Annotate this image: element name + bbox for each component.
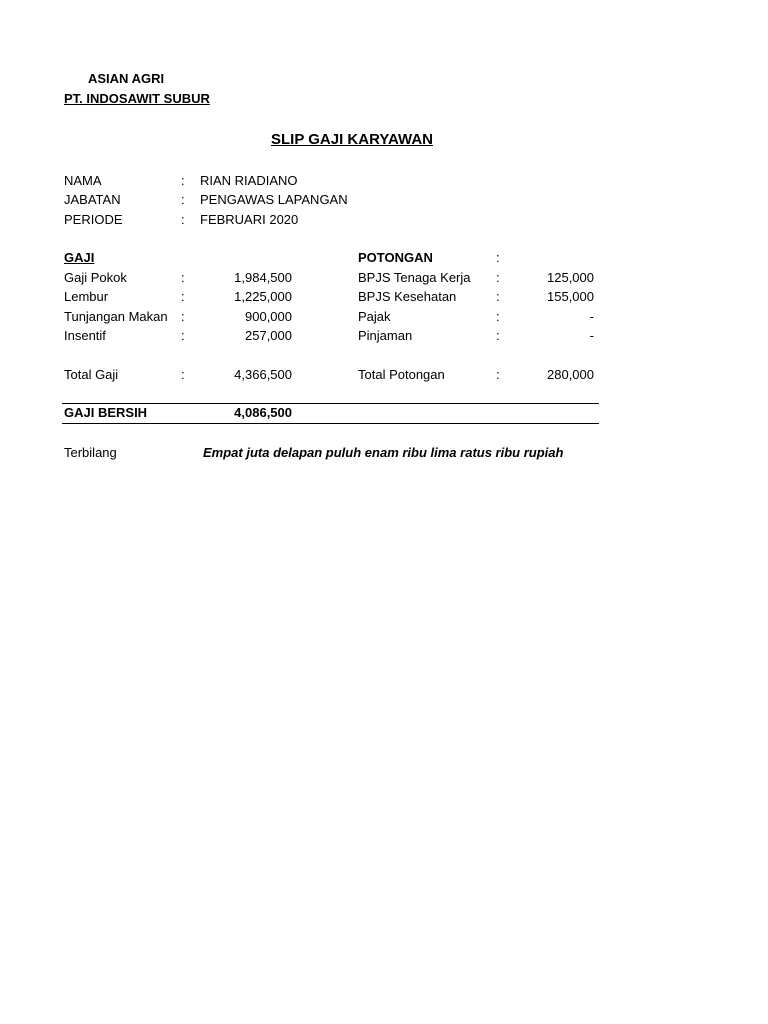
net-pay-amount: 4,086,500 [234,405,292,420]
deduction-amount: 155,000 [547,289,594,304]
deduction-amount: - [589,328,594,343]
deduction-label: Pinjaman [358,328,413,343]
company-name: ASIAN AGRI [88,71,165,86]
deduction-label: BPJS Tenaga Kerja [358,270,471,285]
spelled-amount-text: Empat juta delapan puluh enam ribu lima ratus ribu rupiah [203,445,564,460]
earning-amount: 257,000 [245,328,292,343]
field-value-periode: FEBRUARI 2020 [200,212,299,227]
field-sep-nama: : [181,173,185,188]
earnings-heading: GAJI [64,250,95,265]
deductions-heading: POTONGAN [358,250,433,265]
deduction-sep: : [496,328,500,343]
field-sep-periode: : [181,212,185,227]
field-label-jabatan: JABATAN [64,192,121,207]
deduction-amount: - [589,309,594,324]
document-title: SLIP GAJI KARYAWAN [271,131,433,148]
deduction-sep: : [496,270,500,285]
earning-amount: 1,984,500 [234,270,292,285]
field-label-periode: PERIODE [64,212,123,227]
total-earnings-label: Total Gaji [64,367,119,382]
net-pay-label: GAJI BERSIH [64,405,148,420]
earning-label: Tunjangan Makan [64,309,168,324]
total-deductions-amount: 280,000 [547,367,594,382]
deductions-heading-sep: : [496,250,500,265]
earning-amount: 900,000 [245,309,292,324]
earning-sep: : [181,328,185,343]
total-earnings-sep: : [181,367,185,382]
field-sep-jabatan: : [181,192,185,207]
earning-label: Lembur [64,289,109,304]
deduction-sep: : [496,309,500,324]
earning-sep: : [181,309,185,324]
earning-label: Gaji Pokok [64,270,127,285]
spelled-amount-label: Terbilang [64,445,117,460]
field-value-jabatan: PENGAWAS LAPANGAN [200,192,348,207]
subsidiary-name: PT. INDOSAWIT SUBUR [64,91,210,106]
earning-label: Insentif [64,328,106,343]
deduction-amount: 125,000 [547,270,594,285]
net-pay-top-rule [62,403,599,404]
total-earnings-amount: 4,366,500 [234,367,292,382]
field-value-nama: RIAN RIADIANO [200,173,298,188]
deduction-sep: : [496,289,500,304]
deduction-label: Pajak [358,309,391,324]
deduction-label: BPJS Kesehatan [358,289,457,304]
field-label-nama: NAMA [64,173,102,188]
earning-sep: : [181,289,185,304]
total-deductions-sep: : [496,367,500,382]
net-pay-bottom-rule [62,423,599,424]
total-deductions-label: Total Potongan [358,367,445,382]
earning-sep: : [181,270,185,285]
earning-amount: 1,225,000 [234,289,292,304]
